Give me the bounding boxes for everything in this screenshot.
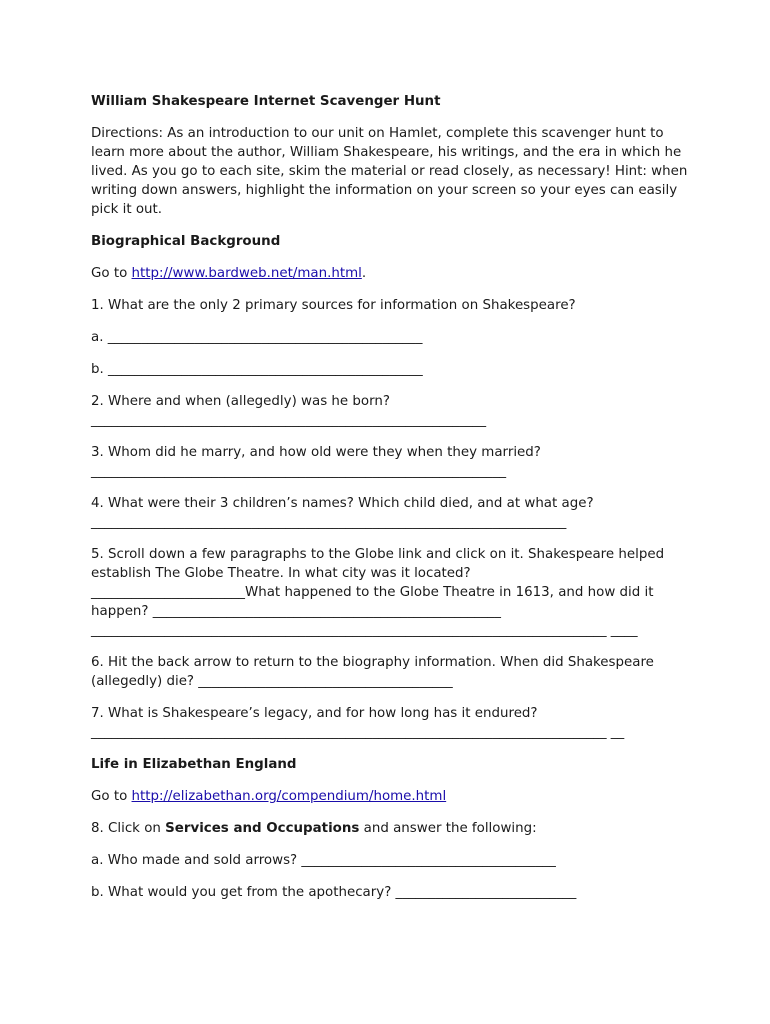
question-8a: a. Who made and sold arrows? ______________________________________ [91,853,556,868]
question-6 [91,653,691,691]
question-7 [91,704,691,742]
goto-suffix: . [361,266,367,281]
goto-prefix: Go to [91,266,132,281]
answer-line-6: ______________________________________ [194,674,453,689]
question-8-suffix: and answer the following: [359,821,537,836]
question-8b: b. What would you get from the apothecary? ___________________________ [91,885,577,900]
question-2-text: 2. Where and when (allegedly) was he born? [91,394,390,409]
question-2 [91,392,691,430]
directions-paragraph: Directions: As an introduction to our unit on Hamlet, complete this scavenger hunt to learn more about the author, William Shakespeare, his writings, and the era in which he lived. As you go to each site, skim the material or read closely, as necessary! Hint: when writing down answers, highlight the information on your screen so your eyes can easily pick it out. [91,126,688,217]
answer-line-2: ___________________________________________________________ [91,413,487,428]
elizabethan-link[interactable]: http://elizabethan.org/compendium/home.html [131,789,447,804]
answer-line-1a: a. _______________________________________________ [91,330,423,345]
answer-line-1b: b. _______________________________________________ [91,362,423,377]
question-5-text: 5. Scroll down a few paragraphs to the Globe link and click on it. Shakespeare helped establish The Globe Theatre. In what city was it located? [91,547,665,581]
answer-line-5c: _____________________________________________________________________________ ____ [91,623,638,638]
page-title: William Shakespeare Internet Scavenger Hunt [91,94,441,109]
goto-bardweb [91,264,691,283]
question-5 [91,545,691,640]
question-4-text: 4. What were their 3 children’s names? Which child died, and at what age? [91,496,594,511]
question-6-text: 6. Hit the back arrow to return to the biography information. When did Shakespeare (allegedly) die? [91,655,654,689]
document-content [91,92,691,915]
answer-line-4: _______________________________________________________________________ [91,515,567,530]
question-7-text: 7. What is Shakespeare’s legacy, and for how long has it endured? [91,706,538,721]
goto-prefix-2: Go to [91,789,132,804]
answer-line-5b: ____________________________________________________ [148,604,501,619]
question-8-bold: Services and Occupations [165,821,360,836]
question-5b-text: What happened to the Globe Theatre in 1613, and how did it happen? [91,585,654,619]
answer-line-3: ______________________________________________________________ [91,464,507,479]
question-3 [91,443,691,481]
question-4 [91,494,691,532]
question-8-prefix: 8. Click on [91,821,166,836]
bardweb-link[interactable]: http://www.bardweb.net/man.html [131,266,362,281]
question-3-text: 3. Whom did he marry, and how old were they when they married? [91,445,541,460]
section-heading-elizabethan: Life in Elizabethan England [91,757,297,772]
goto-elizabethan [91,787,691,806]
answer-line-7: _____________________________________________________________________________ __ [91,725,625,740]
question-1: 1. What are the only 2 primary sources for information on Shakespeare? [91,298,576,313]
section-heading-biographical: Biographical Background [91,234,281,249]
question-8 [91,819,691,838]
answer-blank-5a: _______________________ [91,585,245,600]
